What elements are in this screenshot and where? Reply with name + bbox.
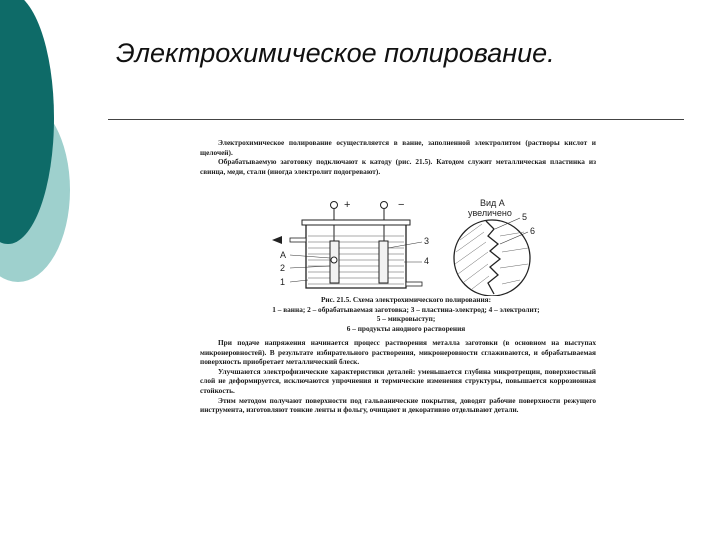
- paragraph-3: При подаче напряжения начинается процесс растворения металла заготовки (в основном на выступах микронеровностей). В результате избирательного растворения, микронеровности сглаживаются, и обрабатываемая поверхность приобретает металлический блеск.: [200, 338, 596, 367]
- label-1: 1: [280, 277, 286, 287]
- cathode-terminal: [381, 202, 388, 209]
- label-2: 2: [280, 263, 286, 273]
- paragraph-1: Электрохимическое полирование осуществляется в ванне, заполненной электролитом (растворы кислот и щелочей).: [200, 138, 596, 157]
- decorative-teal-shapes: [0, 0, 90, 300]
- bath-cover: [302, 220, 410, 225]
- caption-line-1: 1 – ванна; 2 – обрабатываемая заготовка; 3 – пластина-электрод; 4 – электролит;: [272, 304, 540, 314]
- minus-sign: −: [398, 199, 405, 211]
- magnified-label: увеличено: [468, 208, 512, 218]
- document-body: [200, 338, 596, 415]
- label-a: А: [280, 250, 287, 260]
- view-a-label: Вид А: [480, 198, 505, 208]
- inlet-pipe: [290, 238, 306, 242]
- anode-terminal: [331, 202, 338, 209]
- caption-line-2: 5 – микровыступ;: [376, 314, 436, 324]
- paragraph-4: Улучшаются электрофизические характеристики деталей: уменьшается глубина микротрещин, поверхностный слой не деформируется, исключаются упрочнения и термические изменения структуры, повышается коррозионная стойкость.: [200, 366, 596, 395]
- electropolishing-diagram: [268, 196, 598, 296]
- label-5: 5: [522, 212, 528, 222]
- paragraph-5: Этим методом получают поверхности под гальванические покрытия, доводят рабочие поверхности режущего инструмента, изготовляют тонкие ленты и фольгу, очищают и декоративно отделывают детали.: [200, 395, 596, 415]
- inlet-arrow: [272, 236, 282, 244]
- bath: [306, 225, 406, 288]
- paragraph-2: Обрабатываемую заготовку подключают к катоду (рис. 21.5). Катодом служит металлическая пластинка из свинца, меди, стали (иногда электролит подогревают).: [200, 157, 596, 176]
- label-6: 6: [530, 226, 536, 236]
- electrolyte: [308, 236, 404, 284]
- label-4: 4: [424, 256, 430, 266]
- slide-title: Электрохимическое полирование.: [116, 38, 555, 68]
- caption-title: Рис. 21.5. Схема электрохимического полирования:: [320, 295, 492, 304]
- title-divider: [108, 119, 684, 120]
- document-intro: [200, 138, 596, 176]
- plus-sign: +: [344, 199, 351, 211]
- figure-caption: [216, 295, 596, 333]
- outlet-pipe: [406, 282, 422, 286]
- plate-electrode: [379, 241, 388, 283]
- label-3: 3: [424, 236, 430, 246]
- caption-line-3: 6 – продукты анодного растворения: [346, 323, 466, 333]
- view-a-marker: [331, 257, 337, 263]
